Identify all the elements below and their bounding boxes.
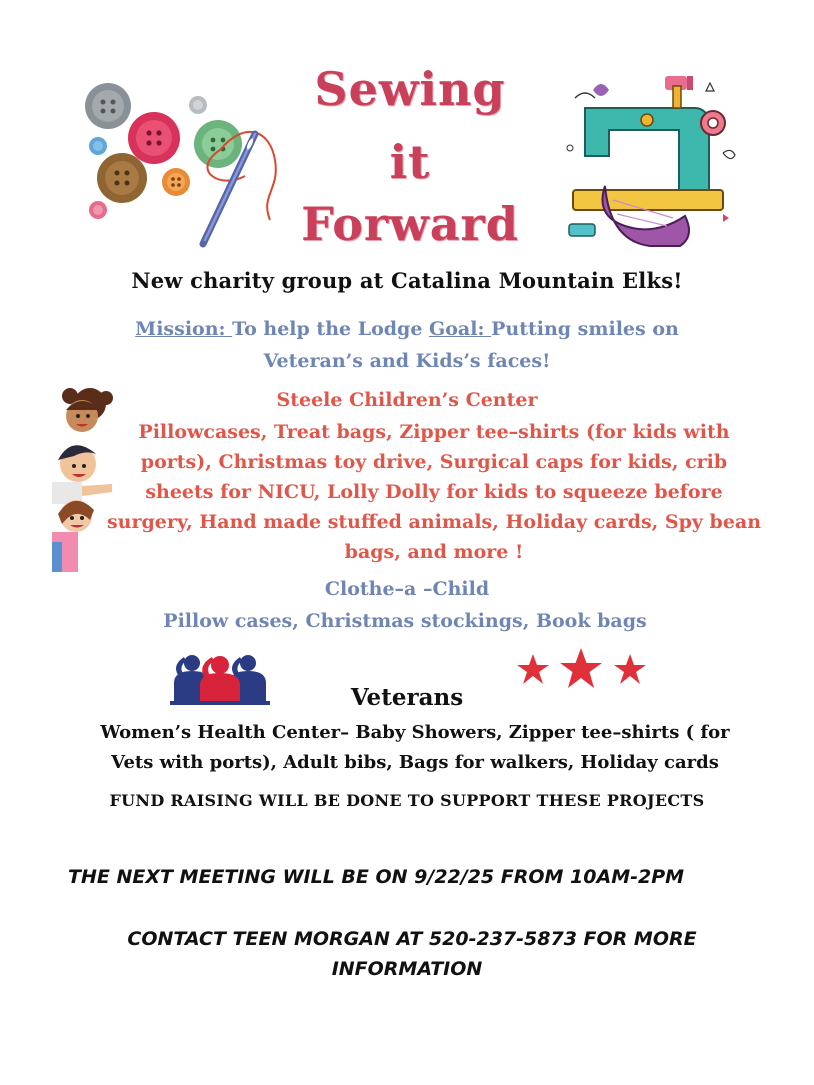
needle-icon	[195, 130, 265, 250]
subtitle: New charity group at Catalina Mountain Elks!	[131, 268, 683, 293]
mission-text: To help the Lodge	[232, 318, 430, 340]
veterans-items	[60, 718, 770, 778]
veterans-line-1: Women’s Health Center– Baby Showers, Zipper tee–shirts ( for	[100, 722, 730, 743]
contact-line-1: CONTACT TEEN MORGAN AT 520-237-5873 FOR MORE	[127, 928, 697, 950]
clothe-title: Clothe–a –Child	[324, 578, 490, 600]
sewing-machine-icon	[555, 68, 745, 248]
fundraising-note: FUND RAISING WILL BE DONE TO SUPPORT THESE PROJECTS	[109, 791, 705, 810]
mission-line-2: Veteran’s and Kids’s faces!	[263, 350, 551, 372]
steele-items: Pillowcases, Treat bags, Zipper tee–shirts (for kids with ports), Christmas toy drive, Surgical caps for kids, crib sheets for NICU, Lolly Dolly for kids to squeeze before surgery, Hand made stuffed animals, Holiday cards, Spy bean bags, and more !	[106, 421, 762, 563]
title-line-3: Forward	[301, 197, 519, 251]
mission-label: Mission:	[135, 318, 233, 340]
title-line-2: it	[389, 135, 431, 189]
contact-line-2: INFORMATION	[331, 958, 483, 980]
veterans-title: Veterans	[350, 684, 464, 711]
clothe-items: Pillow cases, Christmas stockings, Book bags	[163, 610, 647, 632]
steele-title: Steele Children’s Center	[276, 389, 538, 411]
goal-text: Putting smiles on	[491, 318, 679, 340]
meeting-info: THE NEXT MEETING WILL BE ON 9/22/25 FROM 10AM-2PM	[68, 866, 685, 888]
goal-label: Goal:	[429, 318, 492, 340]
mission-line	[0, 318, 814, 340]
veterans-line-2: Vets with ports), Adult bibs, Bags for walkers, Holiday cards	[111, 752, 719, 773]
title-line-1: Sewing	[314, 62, 506, 116]
